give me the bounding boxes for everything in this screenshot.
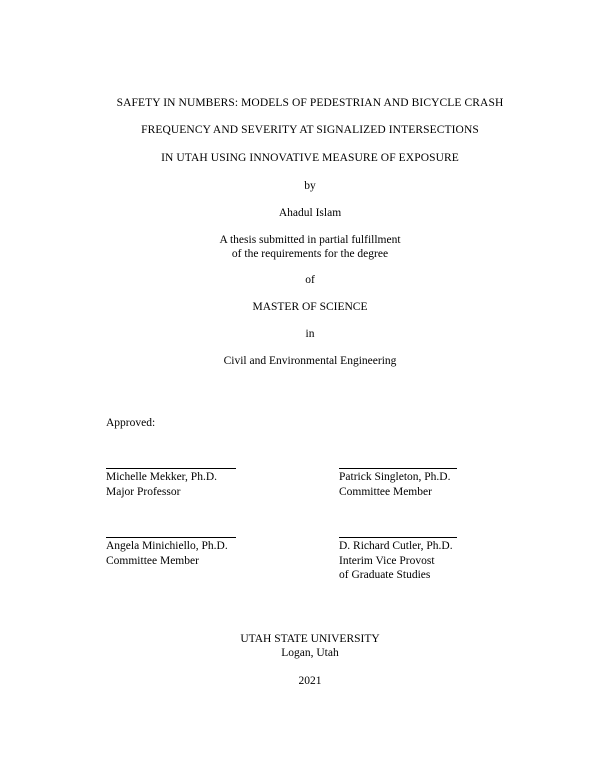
year: 2021 <box>298 675 322 687</box>
title-line-3: IN UTAH USING INNOVATIVE MEASURE OF EXPOSURE <box>161 152 459 164</box>
signatory-role: Interim Vice Provost <box>339 554 435 567</box>
statement-line-2: of the requirements for the degree <box>231 248 389 260</box>
of-label: of <box>305 274 315 286</box>
degree-name: MASTER OF SCIENCE <box>252 301 368 313</box>
signature-line-1 <box>106 468 236 469</box>
university-location: Logan, Utah <box>281 647 339 659</box>
title-line-1: SAFETY IN NUMBERS: MODELS OF PEDESTRIAN AND BICYCLE CRASH <box>116 97 504 109</box>
in-label: in <box>305 328 315 340</box>
signature-line-4 <box>339 537 457 538</box>
signatory-role: Major Professor <box>106 485 181 498</box>
signatory-role: Committee Member <box>339 485 432 498</box>
signatory-role-cont: of Graduate Studies <box>339 569 431 581</box>
signatory-name: D. Richard Cutler, Ph.D. <box>339 540 453 552</box>
signatory-name: Michelle Mekker, Ph.D. <box>106 471 218 483</box>
university-name: UTAH STATE UNIVERSITY <box>240 633 380 645</box>
signatory-name: Angela Minichiello, Ph.D. <box>106 540 228 552</box>
signatory-1 <box>106 470 217 499</box>
signatory-name: Patrick Singleton, Ph.D. <box>339 471 451 483</box>
field-name: Civil and Environmental Engineering <box>223 355 397 367</box>
author-name: Ahadul Islam <box>278 207 342 219</box>
signatory-3 <box>106 539 228 568</box>
approved-label: Approved: <box>106 417 156 429</box>
signature-line-2 <box>339 468 457 469</box>
signatory-role: Committee Member <box>106 554 199 567</box>
statement-line-1: A thesis submitted in partial fulfillment <box>219 234 401 246</box>
signatory-4 <box>339 539 453 583</box>
signature-line-3 <box>106 537 236 538</box>
signatory-2 <box>339 470 451 499</box>
title-line-2: FREQUENCY AND SEVERITY AT SIGNALIZED INTERSECTIONS <box>141 124 479 136</box>
by-label: by <box>304 180 316 192</box>
